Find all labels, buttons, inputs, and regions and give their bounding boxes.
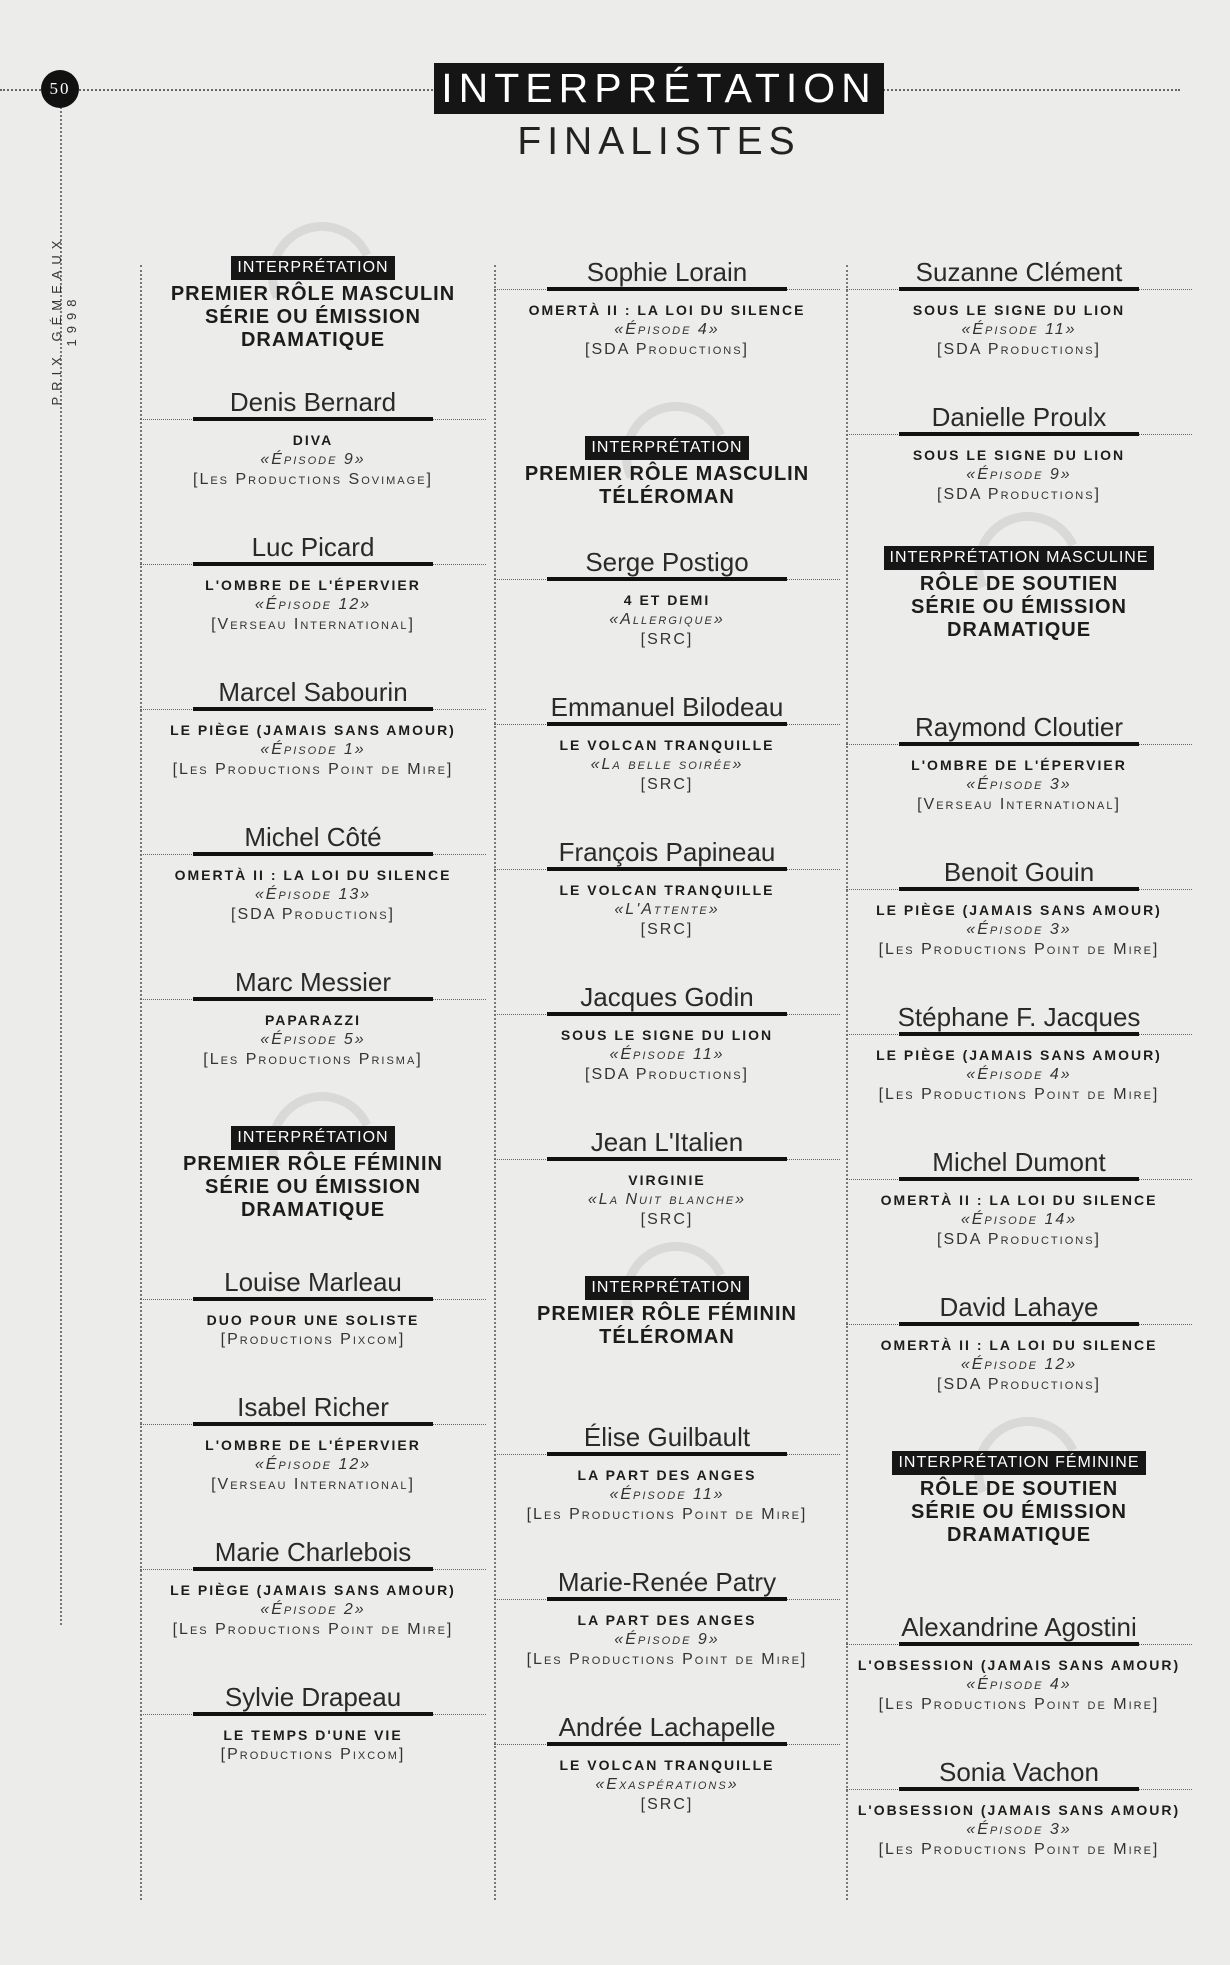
nominee-entry — [140, 1681, 486, 1765]
production-company: [SDA Productions] — [937, 341, 1101, 358]
nominee-name: Marie-Renée Patry — [557, 1567, 777, 1597]
nominee-name: Raymond Cloutier — [914, 712, 1124, 742]
production-company: [SRC] — [640, 776, 694, 793]
nominee-entry — [846, 856, 1192, 960]
episode-title: «Épisode 9» — [966, 466, 1072, 483]
show-title: DIVA — [292, 432, 334, 448]
episode-title: «Épisode 3» — [966, 1821, 1072, 1838]
name-underline — [846, 289, 1192, 290]
production-company: [Les Productions Point de Mire] — [878, 1086, 1160, 1103]
episode-title: «Épisode 14» — [960, 1211, 1078, 1228]
production-company: [Verseau International] — [211, 616, 415, 633]
name-underline — [140, 564, 486, 565]
nominee-name: Sonia Vachon — [939, 1757, 1099, 1787]
nominee-entry — [140, 1266, 486, 1350]
nominee-name: Marie Charlebois — [214, 1537, 412, 1567]
name-underline — [494, 1159, 840, 1160]
show-title: 4 ET DEMI — [623, 592, 711, 608]
production-company: [Les Productions Point de Mire] — [526, 1651, 808, 1668]
show-title: DUO POUR UNE SOLISTE — [206, 1312, 420, 1328]
show-title: LE TEMPS D'UNE VIE — [223, 1727, 403, 1743]
nominee-entry — [494, 1126, 840, 1230]
nominee-entry — [494, 546, 840, 650]
nominee-name: Jacques Godin — [580, 982, 754, 1012]
name-underline — [494, 1014, 840, 1015]
production-company: [SDA Productions] — [937, 1376, 1101, 1393]
name-underline — [140, 1299, 486, 1300]
production-company: [Productions Pixcom] — [220, 1331, 406, 1348]
production-company: [SRC] — [640, 921, 694, 938]
episode-title: «Épisode 12» — [254, 596, 372, 613]
nominee-name: Jean L'Italien — [590, 1127, 744, 1157]
category-heading — [140, 1126, 486, 1222]
production-company: [Les Productions Point de Mire] — [878, 1841, 1160, 1858]
episode-title: «Allergique» — [609, 611, 725, 628]
nominee-name: François Papineau — [558, 837, 776, 867]
name-underline — [846, 889, 1192, 890]
nominee-entry — [140, 966, 486, 1070]
show-title: L'OBSESSION (JAMAIS SANS AMOUR) — [857, 1657, 1181, 1673]
production-company: [SRC] — [640, 1211, 694, 1228]
name-underline — [140, 709, 486, 710]
production-company: [Les Productions Point de Mire] — [172, 761, 454, 778]
name-underline — [494, 1599, 840, 1600]
production-company: [Les Productions Point de Mire] — [172, 1621, 454, 1638]
show-title: VIRGINIE — [628, 1172, 706, 1188]
show-title: LE VOLCAN TRANQUILLE — [559, 1757, 775, 1773]
name-underline — [494, 724, 840, 725]
nominee-name: Sophie Lorain — [586, 257, 748, 287]
name-underline — [846, 1644, 1192, 1645]
nominee-name: Emmanuel Bilodeau — [550, 692, 784, 722]
nominee-entry — [846, 711, 1192, 815]
nominee-name: Benoit Gouin — [943, 857, 1095, 887]
show-title: LE PIÈGE (JAMAIS SANS AMOUR) — [876, 902, 1162, 918]
production-company: [SDA Productions] — [231, 906, 395, 923]
page-subtitle: FINALISTES — [517, 120, 801, 163]
nominee-entry — [846, 256, 1192, 360]
category-label: INTERPRÉTATION — [231, 1126, 394, 1150]
nominee-entry — [140, 1391, 486, 1495]
nominee-entry — [846, 1611, 1192, 1715]
nominee-entry — [494, 981, 840, 1085]
show-title: SOUS LE SIGNE DU LION — [912, 447, 1126, 463]
episode-title: «Épisode 9» — [614, 1631, 720, 1648]
nominee-name: Marc Messier — [234, 967, 391, 997]
show-title: LE VOLCAN TRANQUILLE — [559, 882, 775, 898]
name-underline — [140, 999, 486, 1000]
show-title: OMERTÀ II : LA LOI DU SILENCE — [528, 302, 806, 318]
episode-title: «Épisode 3» — [966, 776, 1072, 793]
episode-title: «Exaspérations» — [595, 1776, 739, 1793]
nominee-entry — [494, 1566, 840, 1670]
category-label: INTERPRÉTATION — [585, 1276, 748, 1300]
show-title: L'OMBRE DE L'ÉPERVIER — [205, 1437, 421, 1453]
name-underline — [494, 289, 840, 290]
production-company: [Les Productions Point de Mire] — [878, 941, 1160, 958]
episode-title: «Épisode 4» — [966, 1676, 1072, 1693]
show-title: LE PIÈGE (JAMAIS SANS AMOUR) — [170, 1582, 456, 1598]
production-company: [SDA Productions] — [937, 486, 1101, 503]
nominee-entry — [140, 386, 486, 490]
show-title: L'OMBRE DE L'ÉPERVIER — [205, 577, 421, 593]
show-title: LE PIÈGE (JAMAIS SANS AMOUR) — [170, 722, 456, 738]
side-caption: PRIX GÉMEAUX 1998 — [49, 234, 79, 406]
name-underline — [494, 579, 840, 580]
episode-title: «Épisode 5» — [260, 1031, 366, 1048]
nominee-entry — [494, 691, 840, 795]
nominee-name: Louise Marleau — [224, 1267, 402, 1297]
show-title: SOUS LE SIGNE DU LION — [560, 1027, 774, 1043]
show-title: LE PIÈGE (JAMAIS SANS AMOUR) — [876, 1047, 1162, 1063]
nominee-entry — [140, 676, 486, 780]
episode-title: «Épisode 11» — [609, 1486, 725, 1503]
page-number-badge — [41, 70, 79, 108]
production-company: [Les Productions Point de Mire] — [526, 1506, 808, 1523]
episode-title: «Épisode 9» — [260, 451, 366, 468]
episode-title: «L'Attente» — [614, 901, 720, 918]
show-title: OMERTÀ II : LA LOI DU SILENCE — [174, 867, 452, 883]
nominee-entry — [140, 1536, 486, 1640]
nominee-name: Michel Dumont — [932, 1147, 1106, 1177]
production-company: [Les Productions Sovimage] — [193, 471, 433, 488]
nominee-name: Stéphane F. Jacques — [897, 1002, 1141, 1032]
production-company: [Verseau International] — [917, 796, 1121, 813]
category-heading — [140, 256, 486, 352]
name-underline — [140, 419, 486, 420]
page-title: INTERPRÉTATION — [434, 63, 884, 114]
name-underline — [846, 1179, 1192, 1180]
show-title: LA PART DES ANGES — [577, 1612, 757, 1628]
episode-title: «La belle soirée» — [590, 756, 744, 773]
name-underline — [846, 1324, 1192, 1325]
nominee-name: David Lahaye — [939, 1292, 1099, 1322]
nominee-entry — [846, 401, 1192, 505]
nominee-entry — [846, 1756, 1192, 1860]
show-title: L'OBSESSION (JAMAIS SANS AMOUR) — [857, 1802, 1181, 1818]
nominee-name: Suzanne Clément — [915, 257, 1123, 287]
nominee-entry — [494, 1711, 840, 1815]
nominee-name: Sylvie Drapeau — [224, 1682, 402, 1712]
episode-title: «Épisode 3» — [966, 921, 1072, 938]
name-underline — [494, 869, 840, 870]
production-company: [Productions Pixcom] — [220, 1746, 406, 1763]
name-underline — [846, 434, 1192, 435]
nominee-name: Alexandrine Agostini — [901, 1612, 1137, 1642]
episode-title: «Épisode 11» — [961, 321, 1077, 338]
name-underline — [140, 1569, 486, 1570]
production-company: [Les Productions Prisma] — [203, 1051, 423, 1068]
column-divider — [140, 265, 142, 1900]
nominee-name: Serge Postigo — [585, 547, 749, 577]
episode-title: «Épisode 12» — [960, 1356, 1078, 1373]
nominee-name: Denis Bernard — [229, 387, 397, 417]
nominee-name: Élise Guilbault — [583, 1422, 751, 1452]
episode-title: «Épisode 4» — [614, 321, 720, 338]
name-underline — [846, 1034, 1192, 1035]
category-title: RÔLE DE SOUTIEN SÉRIE OU ÉMISSION DRAMATIQUE — [911, 573, 1127, 641]
nominee-entry — [494, 1421, 840, 1525]
nominee-name: Andrée Lachapelle — [558, 1712, 776, 1742]
category-title: PREMIER RÔLE FÉMININ SÉRIE OU ÉMISSION DRAMATIQUE — [182, 1153, 443, 1221]
nominee-name: Isabel Richer — [237, 1392, 389, 1422]
category-label: INTERPRÉTATION FÉMININE — [892, 1451, 1145, 1475]
category-title: PREMIER RÔLE FÉMININ TÉLÉROMAN — [536, 1303, 797, 1348]
category-title: RÔLE DE SOUTIEN SÉRIE OU ÉMISSION DRAMATIQUE — [911, 1478, 1127, 1546]
episode-title: «La Nuit blanche» — [587, 1191, 747, 1208]
nominee-name: Danielle Proulx — [931, 402, 1107, 432]
nominee-entry — [846, 1146, 1192, 1250]
show-title: OMERTÀ II : LA LOI DU SILENCE — [880, 1192, 1158, 1208]
show-title: LA PART DES ANGES — [577, 1467, 757, 1483]
nominee-name: Luc Picard — [251, 532, 375, 562]
nominee-name: Michel Côté — [244, 822, 382, 852]
production-company: [SDA Productions] — [585, 341, 749, 358]
category-heading — [494, 436, 840, 509]
nominee-name: Marcel Sabourin — [218, 677, 408, 707]
page-number: 50 — [49, 79, 71, 98]
production-company: [Les Productions Point de Mire] — [878, 1696, 1160, 1713]
nominee-entry — [846, 1291, 1192, 1395]
show-title: OMERTÀ II : LA LOI DU SILENCE — [880, 1337, 1158, 1353]
production-company: [SDA Productions] — [585, 1066, 749, 1083]
name-underline — [494, 1454, 840, 1455]
name-underline — [846, 744, 1192, 745]
name-underline — [140, 1714, 486, 1715]
nominee-entry — [494, 256, 840, 360]
episode-title: «Épisode 11» — [609, 1046, 725, 1063]
episode-title: «Épisode 1» — [260, 741, 366, 758]
show-title: SOUS LE SIGNE DU LION — [912, 302, 1126, 318]
name-underline — [140, 854, 486, 855]
show-title: PAPARAZZI — [264, 1012, 362, 1028]
category-title: PREMIER RÔLE MASCULIN TÉLÉROMAN — [524, 463, 810, 508]
episode-title: «Épisode 13» — [254, 886, 372, 903]
episode-title: «Épisode 4» — [966, 1066, 1072, 1083]
name-underline — [494, 1744, 840, 1745]
nominee-entry — [140, 821, 486, 925]
category-label: INTERPRÉTATION — [231, 256, 394, 280]
category-title: PREMIER RÔLE MASCULIN SÉRIE OU ÉMISSION DRAMATIQUE — [170, 283, 456, 351]
production-company: [Verseau International] — [211, 1476, 415, 1493]
category-heading — [494, 1276, 840, 1349]
category-heading — [846, 546, 1192, 642]
category-label: INTERPRÉTATION MASCULINE — [884, 546, 1155, 570]
category-heading — [846, 1451, 1192, 1547]
nominee-entry — [140, 531, 486, 635]
show-title: LE VOLCAN TRANQUILLE — [559, 737, 775, 753]
production-company: [SRC] — [640, 631, 694, 648]
nominee-entry — [494, 836, 840, 940]
episode-title: «Épisode 12» — [254, 1456, 372, 1473]
show-title: L'OMBRE DE L'ÉPERVIER — [911, 757, 1127, 773]
production-company: [SDA Productions] — [937, 1231, 1101, 1248]
name-underline — [140, 1424, 486, 1425]
category-label: INTERPRÉTATION — [585, 436, 748, 460]
production-company: [SRC] — [640, 1796, 694, 1813]
nominee-entry — [846, 1001, 1192, 1105]
episode-title: «Épisode 2» — [260, 1601, 366, 1618]
name-underline — [846, 1789, 1192, 1790]
